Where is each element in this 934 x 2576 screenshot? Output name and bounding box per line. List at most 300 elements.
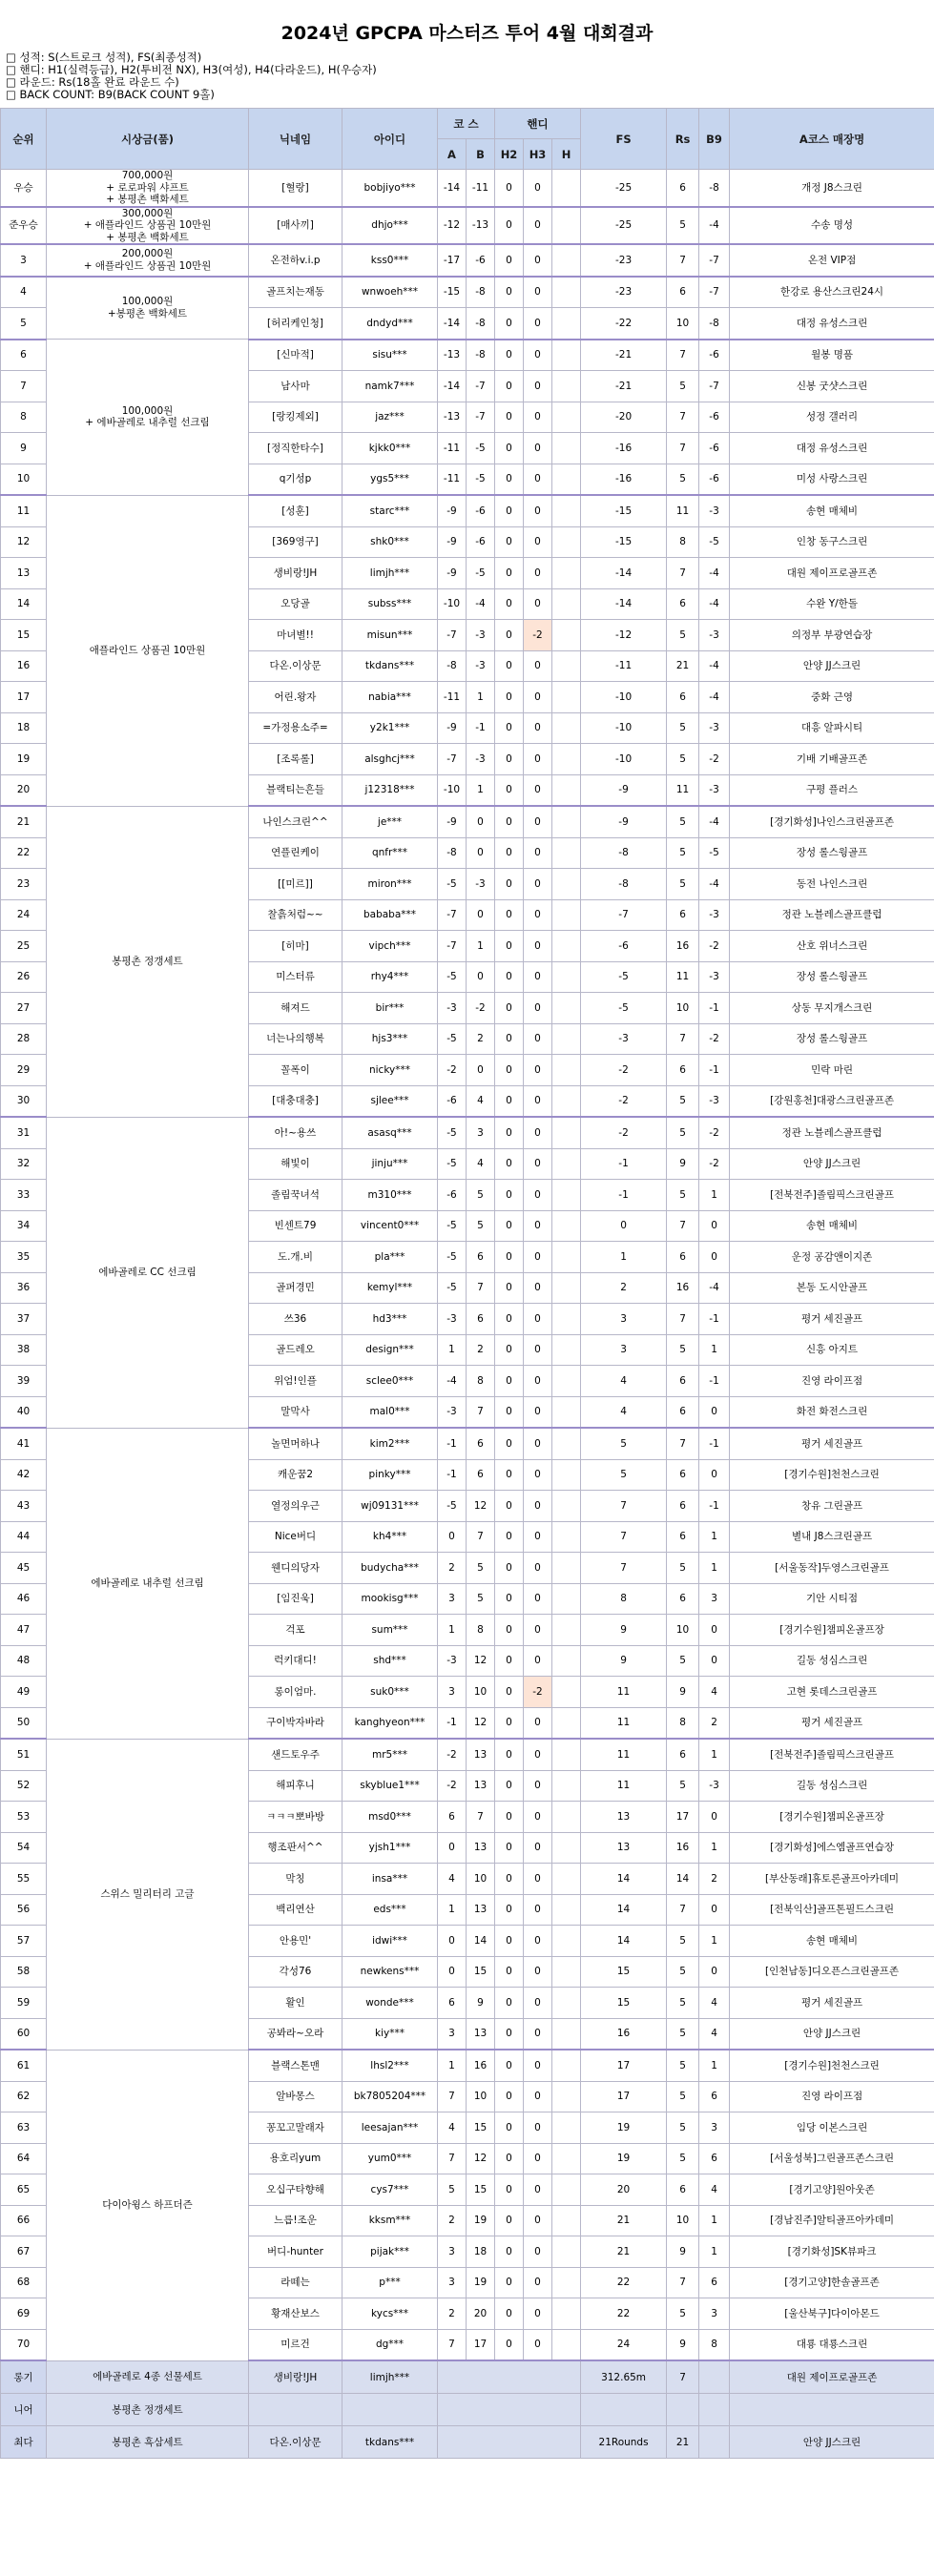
store-cell: 송현 매체비 — [730, 495, 934, 526]
table-row — [1, 277, 934, 308]
h-cell — [552, 1210, 581, 1242]
course-b-cell: 3 — [467, 1117, 495, 1148]
course-b-cell: 12 — [467, 1707, 495, 1739]
rank-cell: 69 — [1, 2298, 47, 2330]
nickname-cell: 웬디의당자 — [249, 1553, 342, 1584]
h-cell — [552, 1055, 581, 1086]
course-a-cell: -7 — [438, 931, 467, 962]
nickname-cell: ㅋㅋㅋ뽀바방 — [249, 1802, 342, 1833]
h2-cell: 0 — [495, 744, 524, 775]
nickname-cell: 위엄!인플 — [249, 1366, 342, 1397]
award-blank-b9-cell — [699, 2360, 730, 2394]
user-id-cell: wnwoeh*** — [342, 277, 438, 308]
user-id-cell: subss*** — [342, 588, 438, 620]
rank-cell: 59 — [1, 1988, 47, 2019]
user-id-cell: skyblue1*** — [342, 1770, 438, 1802]
h2-cell: 0 — [495, 2050, 524, 2081]
table-row — [1, 170, 934, 207]
course-a-cell: 6 — [438, 1988, 467, 2019]
fs-cell: -2 — [581, 1117, 667, 1148]
course-a-cell: -5 — [438, 1023, 467, 1055]
course-b-cell: -5 — [467, 464, 495, 495]
rs-cell: 10 — [667, 1615, 699, 1646]
rs-cell: 6 — [667, 1459, 699, 1491]
h3-cell: 0 — [524, 2298, 552, 2330]
user-id-cell: alsghcj*** — [342, 744, 438, 775]
user-id-cell: qnfr*** — [342, 837, 438, 869]
rank-cell: 13 — [1, 558, 47, 589]
h2-cell: 0 — [495, 1739, 524, 1770]
h3-cell: 0 — [524, 371, 552, 402]
rank-cell: 47 — [1, 1615, 47, 1646]
h-cell — [552, 1023, 581, 1055]
rank-cell: 4 — [1, 277, 47, 308]
rank-cell: 49 — [1, 1677, 47, 1708]
nickname-cell: 나인스크린^^ — [249, 806, 342, 837]
store-cell: 운정 공감앤이지존 — [730, 1242, 934, 1273]
course-b-cell: -6 — [467, 244, 495, 277]
note-rounds: □ 라운드: Rs(18홀 완료 라운드 수) — [6, 75, 179, 89]
rank-cell: 48 — [1, 1645, 47, 1677]
b9-cell: 2 — [699, 1707, 730, 1739]
rank-cell: 5 — [1, 308, 47, 340]
prize-line: +봉평촌 백화세트 — [107, 307, 188, 319]
b9-cell: -8 — [699, 308, 730, 340]
h2-cell: 0 — [495, 1210, 524, 1242]
course-a-cell: -11 — [438, 682, 467, 713]
user-id-cell: pinky*** — [342, 1459, 438, 1491]
b9-cell: -1 — [699, 1428, 730, 1459]
b9-cell: 1 — [699, 1180, 730, 1211]
course-b-cell: -3 — [467, 620, 495, 651]
b9-cell: -3 — [699, 774, 730, 806]
course-a-cell: 1 — [438, 2050, 467, 2081]
rank-cell: 38 — [1, 1334, 47, 1366]
nickname-cell: 골퍼경민 — [249, 1272, 342, 1304]
rank-cell: 58 — [1, 1956, 47, 1988]
user-id-cell: yjsh1*** — [342, 1832, 438, 1864]
course-a-cell: -5 — [438, 1491, 467, 1522]
course-a-cell: -9 — [438, 558, 467, 589]
fs-cell: 9 — [581, 1615, 667, 1646]
h-cell — [552, 2174, 581, 2206]
rank-cell: 15 — [1, 620, 47, 651]
h3-cell: 0 — [524, 650, 552, 682]
h-cell — [552, 712, 581, 744]
user-id-cell: rhy4*** — [342, 961, 438, 993]
course-b-cell: 1 — [467, 774, 495, 806]
h-cell — [552, 1085, 581, 1117]
h2-cell: 0 — [495, 2205, 524, 2236]
fs-cell: 22 — [581, 2267, 667, 2298]
rs-cell: 9 — [667, 2236, 699, 2268]
nickname-cell: 용호리yum — [249, 2143, 342, 2174]
rank-cell: 27 — [1, 993, 47, 1024]
h3-cell: 0 — [524, 464, 552, 495]
nickname-cell: 생비랑!JH — [249, 558, 342, 589]
rank-cell: 68 — [1, 2267, 47, 2298]
rs-cell: 10 — [667, 308, 699, 340]
fs-cell: -5 — [581, 961, 667, 993]
course-b-cell: 6 — [467, 1428, 495, 1459]
user-id-cell: nabia*** — [342, 682, 438, 713]
award-row — [1, 2426, 934, 2459]
fs-cell: 14 — [581, 1926, 667, 1957]
rank-cell: 6 — [1, 340, 47, 371]
h2-cell: 0 — [495, 712, 524, 744]
h3-cell: 0 — [524, 961, 552, 993]
prize-cell — [47, 244, 249, 277]
h-cell — [552, 869, 581, 900]
course-b-cell: 13 — [467, 1739, 495, 1770]
course-b-cell: 18 — [467, 2236, 495, 2268]
rs-cell: 5 — [667, 1553, 699, 1584]
store-cell: [부산동래]휴토론골프아카데미 — [730, 1864, 934, 1895]
rank-cell: 12 — [1, 526, 47, 558]
user-id-cell: asasq*** — [342, 1117, 438, 1148]
course-a-cell: 7 — [438, 2081, 467, 2112]
user-id-cell: sum*** — [342, 1615, 438, 1646]
store-cell: 동전 나인스크린 — [730, 869, 934, 900]
course-a-cell: -10 — [438, 588, 467, 620]
h3-cell: 0 — [524, 2174, 552, 2206]
store-cell: 대정 유성스크린 — [730, 433, 934, 464]
course-a-cell: 1 — [438, 1334, 467, 1366]
prize-line: + 봉평촌 백화세트 — [106, 231, 189, 243]
h-cell — [552, 2298, 581, 2330]
course-a-cell: -4 — [438, 1366, 467, 1397]
h-cell — [552, 1521, 581, 1553]
rs-cell: 9 — [667, 2329, 699, 2360]
store-cell: 신봉 굿샷스크린 — [730, 371, 934, 402]
course-b-cell: 13 — [467, 2018, 495, 2050]
b9-cell: -2 — [699, 931, 730, 962]
course-a-cell: -7 — [438, 620, 467, 651]
fs-cell: 5 — [581, 1428, 667, 1459]
prize-cell — [47, 1739, 249, 2050]
b9-cell: 6 — [699, 2143, 730, 2174]
fs-cell: 22 — [581, 2298, 667, 2330]
b9-cell: -1 — [699, 1055, 730, 1086]
store-cell: 평거 세진골프 — [730, 1428, 934, 1459]
course-a-cell: 5 — [438, 2174, 467, 2206]
h2-cell: 0 — [495, 1583, 524, 1615]
h2-cell: 0 — [495, 1956, 524, 1988]
store-cell: 대룡 대룡스크린 — [730, 2329, 934, 2360]
user-id-cell: insa*** — [342, 1864, 438, 1895]
course-a-cell: -9 — [438, 526, 467, 558]
b9-cell: -7 — [699, 244, 730, 277]
nickname-cell: [조록롤] — [249, 744, 342, 775]
h3-cell: 0 — [524, 1334, 552, 1366]
h-cell — [552, 433, 581, 464]
store-cell: 평거 세진골프 — [730, 1988, 934, 2019]
b9-cell: 1 — [699, 2236, 730, 2268]
course-a-cell: -3 — [438, 1645, 467, 1677]
rs-cell: 7 — [667, 402, 699, 433]
h-cell — [552, 2267, 581, 2298]
rs-cell: 7 — [667, 2267, 699, 2298]
fs-cell: 11 — [581, 1677, 667, 1708]
b9-cell: 3 — [699, 1583, 730, 1615]
nickname-cell: 해피후니 — [249, 1770, 342, 1802]
course-a-cell: 1 — [438, 1894, 467, 1926]
header-h: H — [552, 139, 581, 170]
user-id-cell: yum0*** — [342, 2143, 438, 2174]
rank-cell: 8 — [1, 402, 47, 433]
rs-cell: 7 — [667, 1023, 699, 1055]
header-handicap: 핸디 — [495, 109, 581, 139]
h-cell — [552, 899, 581, 931]
nickname-cell: 알바몽스 — [249, 2081, 342, 2112]
rank-cell: 18 — [1, 712, 47, 744]
store-cell: 개정 J8스크린 — [730, 170, 934, 207]
store-cell: 고현 롯데스크린골프 — [730, 1677, 934, 1708]
h-cell — [552, 526, 581, 558]
fs-cell: -11 — [581, 650, 667, 682]
rank-cell: 23 — [1, 869, 47, 900]
h-cell — [552, 277, 581, 308]
nickname-cell: 럭키대디! — [249, 1645, 342, 1677]
rank-cell: 43 — [1, 1491, 47, 1522]
h2-cell: 0 — [495, 1802, 524, 1833]
course-b-cell: 6 — [467, 1459, 495, 1491]
rank-cell: 준우승 — [1, 207, 47, 245]
user-id-cell: starc*** — [342, 495, 438, 526]
nickname-cell: 말막사 — [249, 1396, 342, 1428]
store-cell: 중화 근영 — [730, 682, 934, 713]
b9-cell: -6 — [699, 402, 730, 433]
h-cell — [552, 2050, 581, 2081]
rs-cell: 6 — [667, 1242, 699, 1273]
h-cell — [552, 1956, 581, 1988]
h3-cell: 0 — [524, 1864, 552, 1895]
user-id-cell: j12318*** — [342, 774, 438, 806]
nickname-cell: 안용민' — [249, 1926, 342, 1957]
course-b-cell: 5 — [467, 1583, 495, 1615]
h-cell — [552, 1148, 581, 1180]
h3-cell: 0 — [524, 1272, 552, 1304]
course-b-cell: 14 — [467, 1926, 495, 1957]
nickname-cell: 해져드 — [249, 993, 342, 1024]
user-id-cell: mal0*** — [342, 1396, 438, 1428]
h-cell — [552, 1677, 581, 1708]
course-a-cell: 0 — [438, 1832, 467, 1864]
course-b-cell: -7 — [467, 402, 495, 433]
fs-cell: -25 — [581, 170, 667, 207]
fs-cell: -7 — [581, 899, 667, 931]
h2-cell: 0 — [495, 682, 524, 713]
user-id-cell: ygs5*** — [342, 464, 438, 495]
h3-cell: -2 — [524, 1677, 552, 1708]
rs-cell: 5 — [667, 1180, 699, 1211]
user-id-cell: sclee0*** — [342, 1366, 438, 1397]
nickname-cell: 백리연산 — [249, 1894, 342, 1926]
course-a-cell: 3 — [438, 1677, 467, 1708]
h2-cell: 0 — [495, 1334, 524, 1366]
award-store-cell: 대원 제이프로골프존 — [730, 2360, 934, 2394]
user-id-cell: kksm*** — [342, 2205, 438, 2236]
fs-cell: -16 — [581, 464, 667, 495]
rs-cell: 5 — [667, 2018, 699, 2050]
store-cell: 별내 J8스크린골프 — [730, 1521, 934, 1553]
h2-cell: 0 — [495, 558, 524, 589]
h3-cell: 0 — [524, 1926, 552, 1957]
nickname-cell: 졸림꾹녀석 — [249, 1180, 342, 1211]
h2-cell: 0 — [495, 650, 524, 682]
h3-cell: 0 — [524, 1553, 552, 1584]
h-cell — [552, 1645, 581, 1677]
course-b-cell: -4 — [467, 588, 495, 620]
header-course-b: B — [467, 139, 495, 170]
h2-cell: 0 — [495, 1055, 524, 1086]
h3-cell: 0 — [524, 1770, 552, 1802]
course-a-cell: -9 — [438, 712, 467, 744]
rs-cell: 6 — [667, 1739, 699, 1770]
b9-cell: 4 — [699, 2174, 730, 2206]
award-user-id-cell: limjh*** — [342, 2360, 438, 2394]
fs-cell: 8 — [581, 1583, 667, 1615]
b9-cell: -8 — [699, 170, 730, 207]
h3-cell: 0 — [524, 558, 552, 589]
rank-cell: 우승 — [1, 170, 47, 207]
h2-cell: 0 — [495, 1491, 524, 1522]
h2-cell: 0 — [495, 2329, 524, 2360]
b9-cell: 4 — [699, 1677, 730, 1708]
rank-cell: 46 — [1, 1583, 47, 1615]
course-b-cell: 13 — [467, 1832, 495, 1864]
rank-cell: 39 — [1, 1366, 47, 1397]
b9-cell: 0 — [699, 1956, 730, 1988]
store-cell: 정관 노블레스골프클럽 — [730, 899, 934, 931]
h2-cell: 0 — [495, 2298, 524, 2330]
h2-cell: 0 — [495, 1023, 524, 1055]
course-b-cell: -1 — [467, 712, 495, 744]
h-cell — [552, 2329, 581, 2360]
user-id-cell: suk0*** — [342, 1677, 438, 1708]
store-cell: 안양 JJ스크린 — [730, 1148, 934, 1180]
rs-cell: 5 — [667, 2050, 699, 2081]
b9-cell: -5 — [699, 526, 730, 558]
b9-cell: 1 — [699, 1553, 730, 1584]
h2-cell: 0 — [495, 1428, 524, 1459]
user-id-cell: jaz*** — [342, 402, 438, 433]
store-cell: [경기화성]SK뷰파크 — [730, 2236, 934, 2268]
fs-cell: 7 — [581, 1521, 667, 1553]
h2-cell: 0 — [495, 402, 524, 433]
page-title: 2024년 GPCPA 마스터즈 투어 4월 대회결과 — [280, 23, 654, 44]
fs-cell: -9 — [581, 774, 667, 806]
rs-cell: 16 — [667, 1272, 699, 1304]
rank-cell: 32 — [1, 1148, 47, 1180]
user-id-cell: m310*** — [342, 1180, 438, 1211]
user-id-cell: mookisg*** — [342, 1583, 438, 1615]
rs-cell: 7 — [667, 340, 699, 371]
b9-cell: 0 — [699, 1210, 730, 1242]
course-a-cell: -5 — [438, 961, 467, 993]
h3-cell: 0 — [524, 1491, 552, 1522]
user-id-cell: y2k1*** — [342, 712, 438, 744]
fs-cell: -14 — [581, 558, 667, 589]
store-cell: 온전 VIP점 — [730, 244, 934, 277]
b9-cell: -4 — [699, 806, 730, 837]
h-cell — [552, 1615, 581, 1646]
h-cell — [552, 2018, 581, 2050]
fs-cell: 13 — [581, 1832, 667, 1864]
rank-cell: 35 — [1, 1242, 47, 1273]
course-a-cell: -14 — [438, 308, 467, 340]
h2-cell: 0 — [495, 1272, 524, 1304]
header-b9: B9 — [699, 109, 730, 170]
rank-cell: 55 — [1, 1864, 47, 1895]
nickname-cell: 도.개.비 — [249, 1242, 342, 1273]
store-cell: 진영 라이프점 — [730, 1366, 934, 1397]
course-b-cell: 0 — [467, 899, 495, 931]
h3-cell: 0 — [524, 1055, 552, 1086]
h-cell — [552, 1553, 581, 1584]
course-b-cell: 9 — [467, 1988, 495, 2019]
note-score: □ 성적: S(스트로크 성적), FS(최종성적) — [6, 51, 202, 64]
fs-cell: -2 — [581, 1085, 667, 1117]
rs-cell: 16 — [667, 1832, 699, 1864]
b9-cell: -3 — [699, 899, 730, 931]
store-cell: 송현 매체비 — [730, 1210, 934, 1242]
rs-cell: 5 — [667, 620, 699, 651]
h2-cell: 0 — [495, 837, 524, 869]
course-b-cell: 5 — [467, 1553, 495, 1584]
header-store: A코스 매장명 — [730, 109, 934, 170]
rank-cell: 44 — [1, 1521, 47, 1553]
store-cell: 평거 세진골프 — [730, 1304, 934, 1335]
award-prize-cell: 에바골레로 4종 선물세트 — [47, 2360, 249, 2394]
fs-cell: -6 — [581, 931, 667, 962]
store-cell: 송현 매체비 — [730, 1926, 934, 1957]
nickname-cell: 미스터류 — [249, 961, 342, 993]
h-cell — [552, 340, 581, 371]
course-a-cell: -2 — [438, 1739, 467, 1770]
h-cell — [552, 2112, 581, 2144]
store-cell: 한강로 용산스크린24시 — [730, 277, 934, 308]
b9-cell: -3 — [699, 712, 730, 744]
user-id-cell: kim2*** — [342, 1428, 438, 1459]
rank-cell: 67 — [1, 2236, 47, 2268]
h2-cell: 0 — [495, 464, 524, 495]
h2-cell: 0 — [495, 1832, 524, 1864]
user-id-cell: design*** — [342, 1334, 438, 1366]
store-cell: 미성 사랑스크린 — [730, 464, 934, 495]
course-a-cell: 3 — [438, 2236, 467, 2268]
b9-cell: -3 — [699, 1085, 730, 1117]
rs-cell: 5 — [667, 1645, 699, 1677]
user-id-cell: miron*** — [342, 869, 438, 900]
rank-cell: 24 — [1, 899, 47, 931]
course-a-cell: -3 — [438, 993, 467, 1024]
course-a-cell: -5 — [438, 1242, 467, 1273]
rs-cell: 5 — [667, 1988, 699, 2019]
rs-cell: 6 — [667, 1491, 699, 1522]
rank-cell: 51 — [1, 1739, 47, 1770]
h2-cell: 0 — [495, 1926, 524, 1957]
h-cell — [552, 1272, 581, 1304]
course-a-cell: -17 — [438, 244, 467, 277]
h3-cell: 0 — [524, 869, 552, 900]
fs-cell: 9 — [581, 1645, 667, 1677]
nickname-cell: 황재산보스 — [249, 2298, 342, 2330]
h2-cell: 0 — [495, 806, 524, 837]
rank-cell: 10 — [1, 464, 47, 495]
user-id-cell: nicky*** — [342, 1055, 438, 1086]
course-a-cell: 7 — [438, 2143, 467, 2174]
